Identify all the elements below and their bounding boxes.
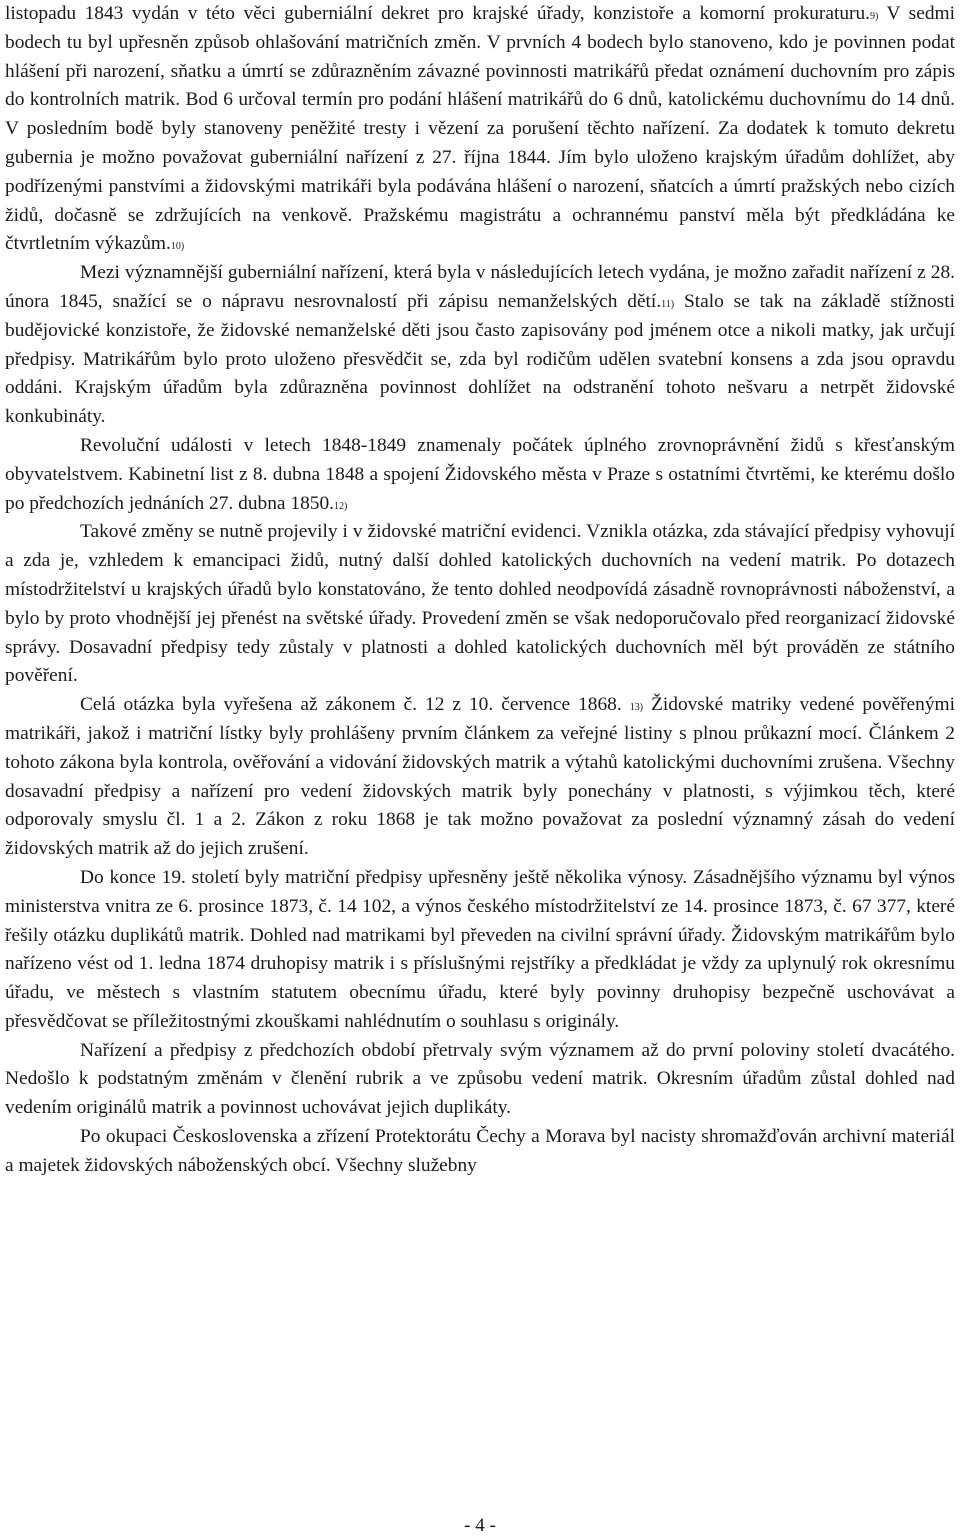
footnote-ref: 11) <box>661 298 675 310</box>
text-segment: Mezi významnější guberniální nařízení, která byla v následujících letech vydána, je možno zařadit nařízení z 28. února 1845, snažící se o nápravu nesrovnalostí při zápisu nemanželských dětí. <box>5 262 955 312</box>
text-segment: Do konce 19. století byly matriční předpisy upřesněny ještě několika výnosy. Zásadnějšího významu byl výnos ministerstva vnitra ze 6. prosince 1873, č. 14 102, a výnos českého místodržitelství ze 14. prosince 1873, č. 67 377, které řešily otázku duplikátů matrik. Dohled nad matrikami byl převeden na civilní správní úřady. Židovským matrikářům bylo nařízeno vést od 1. ledna 1874 druhopisy matrik i s příslušnými rejstříky a předkládat je vždy za uplynulý rok okresnímu úřadu, ve městech s vlastním statutem obecnímu úřadu, které byly povinny druhopisy bezpečně uschovávat a přesvědčovat se příležitostnými zkouškami nahlédnutím o souhlasu s originály. <box>5 866 955 1032</box>
paragraph-3 <box>5 432 955 518</box>
paragraph-4 <box>5 518 955 691</box>
text-segment: Po okupaci Československa a zřízení Protektorátu Čechy a Morava byl nacisty shromažďován archivní materiál a majetek židovských náboženských obcí. Všechny služebny <box>5 1126 955 1176</box>
paragraph-6 <box>5 864 955 1037</box>
paragraph-5 <box>5 691 955 864</box>
text-segment: Židovské matriky vedené pověřenými matrikáři, jakož i matriční lístky byly prohlášeny prvním článkem za veřejné listiny s plnou průkazní mocí. Článkem 2 tohoto zákona byla kontrola, ověřování a vidování židovských matrik a výtahů katolickými duchovními zrušena. Všechny dosavadní předpisy a nařízení pro vedení židovských matrik byly ponechány v platnosti, s výjimkou těch, které odporovaly smyslu čl. 1 a 2. Zákon z roku 1868 je tak možno považovat za poslední významný zásah do vedení židovských matrik až do jejich zrušení. <box>5 694 956 860</box>
text-segment: V sedmi bodech tu byl upřesněn způsob ohlašování matričních změn. V prvních 4 bodech bylo stanoveno, kdo je povinnen podat hlášení při narození, sňatku a úmrtí se zdůrazněním závazné povinnosti matrikářů předat oznámení duchovním pro zápis do kontrolních matrik. Bod 6 určoval termín pro podání hlášení matrikářů do 6 dnů, katolickému duchovnímu do 14 dnů. V posledním bodě byly stanoveny peněžité tresty i vězení za porušení těchto nařízení. Za dodatek k tomuto dekretu gubernia je možno považovat guberniální nařízení z 27. října 1844. Jím bylo uloženo krajským úřadům dohlížet, aby podřízenými panstvími a židovskými matrikáři byla podávána hlášení o narození, sňatcích a úmrtí pražských nebo cizích židů, dočasně se zdržujících na venkově. Pražskému magistrátu a ochrannému panství měla být předkládána ke čtvrtletním výkazům. <box>5 3 955 255</box>
text-segment: Revoluční události v letech 1848-1849 znamenaly počátek úplného zrovnoprávnění židů s křesťanským obyvatelstvem. Kabinetní list z 8. dubna 1848 a spojení Židovského města v Praze s ostatními čtvrtěmi, ke kterému došlo po předchozích jednáních 27. dubna 1850. <box>5 434 955 514</box>
text-segment: Celá otázka byla vyřešena až zákonem č. 12 z 10. července 1868. <box>80 694 630 716</box>
footnote-ref: 10) <box>170 241 185 253</box>
footnote-ref: 9) <box>870 11 879 22</box>
footnote-ref: 12) <box>334 500 348 512</box>
text-segment: Takové změny se nutně projevily i v židovské matriční evidenci. Vznikla otázka, zda stávající předpisy vyhovují a zda je, vzhledem k emancipaci židů, nutný další dohled katolických duchovních na vedení matrik. Po dotazech místodržitelství u krajských úřadů bylo konstatováno, že tento dohled neodpovídá zásadně rovnoprávnosti náboženství, a bylo by proto vhodnější jej přenést na světské úřady. Provedení změn se však nedoporučovalo před reorganizací židovské správy. Dosavadní předpisy tedy zůstaly v platnosti a dohled katolických duchovních měl být prováděn ze státního pověření. <box>5 521 955 687</box>
paragraph-2 <box>5 259 955 432</box>
text-segment: Nařízení a předpisy z předchozích období přetrvaly svým významem až do první poloviny století dvacátého. Nedošlo k podstatným změnám v členění rubrik a ve způsobu vedení matrik. Okresním úřadům zůstal dohled nad vedením originálů matrik a povinnost uchovávat jejich duplikáty. <box>5 1039 955 1119</box>
text-segment: listopadu 1843 vydán v této věci guberniální dekret pro krajské úřady, konzistoře a komorní prokuraturu. <box>5 3 871 24</box>
paragraph-1 <box>5 0 955 259</box>
document-body <box>5 0 955 1181</box>
paragraph-8 <box>5 1123 955 1181</box>
paragraph-7 <box>5 1037 955 1123</box>
page-number: - 4 - <box>464 1515 496 1536</box>
text-segment: Stalo se tak na základě stížnosti budějovické konzistoře, že židovské nemanželské děti jsou často zapisovány pod jménem otce a nikoli matky, jak určují předpisy. Matrikářům bylo proto uloženo přesvědčit se, zda byl rodičům udělen svatební konsens a zda jsou opravdu oddáni. Krajským úřadům byla zdůrazněna povinnost dohlížet na odstranění tohoto nešvaru a netrpět židovské konkubináty. <box>5 290 955 428</box>
footnote-ref: 13) <box>629 702 644 714</box>
